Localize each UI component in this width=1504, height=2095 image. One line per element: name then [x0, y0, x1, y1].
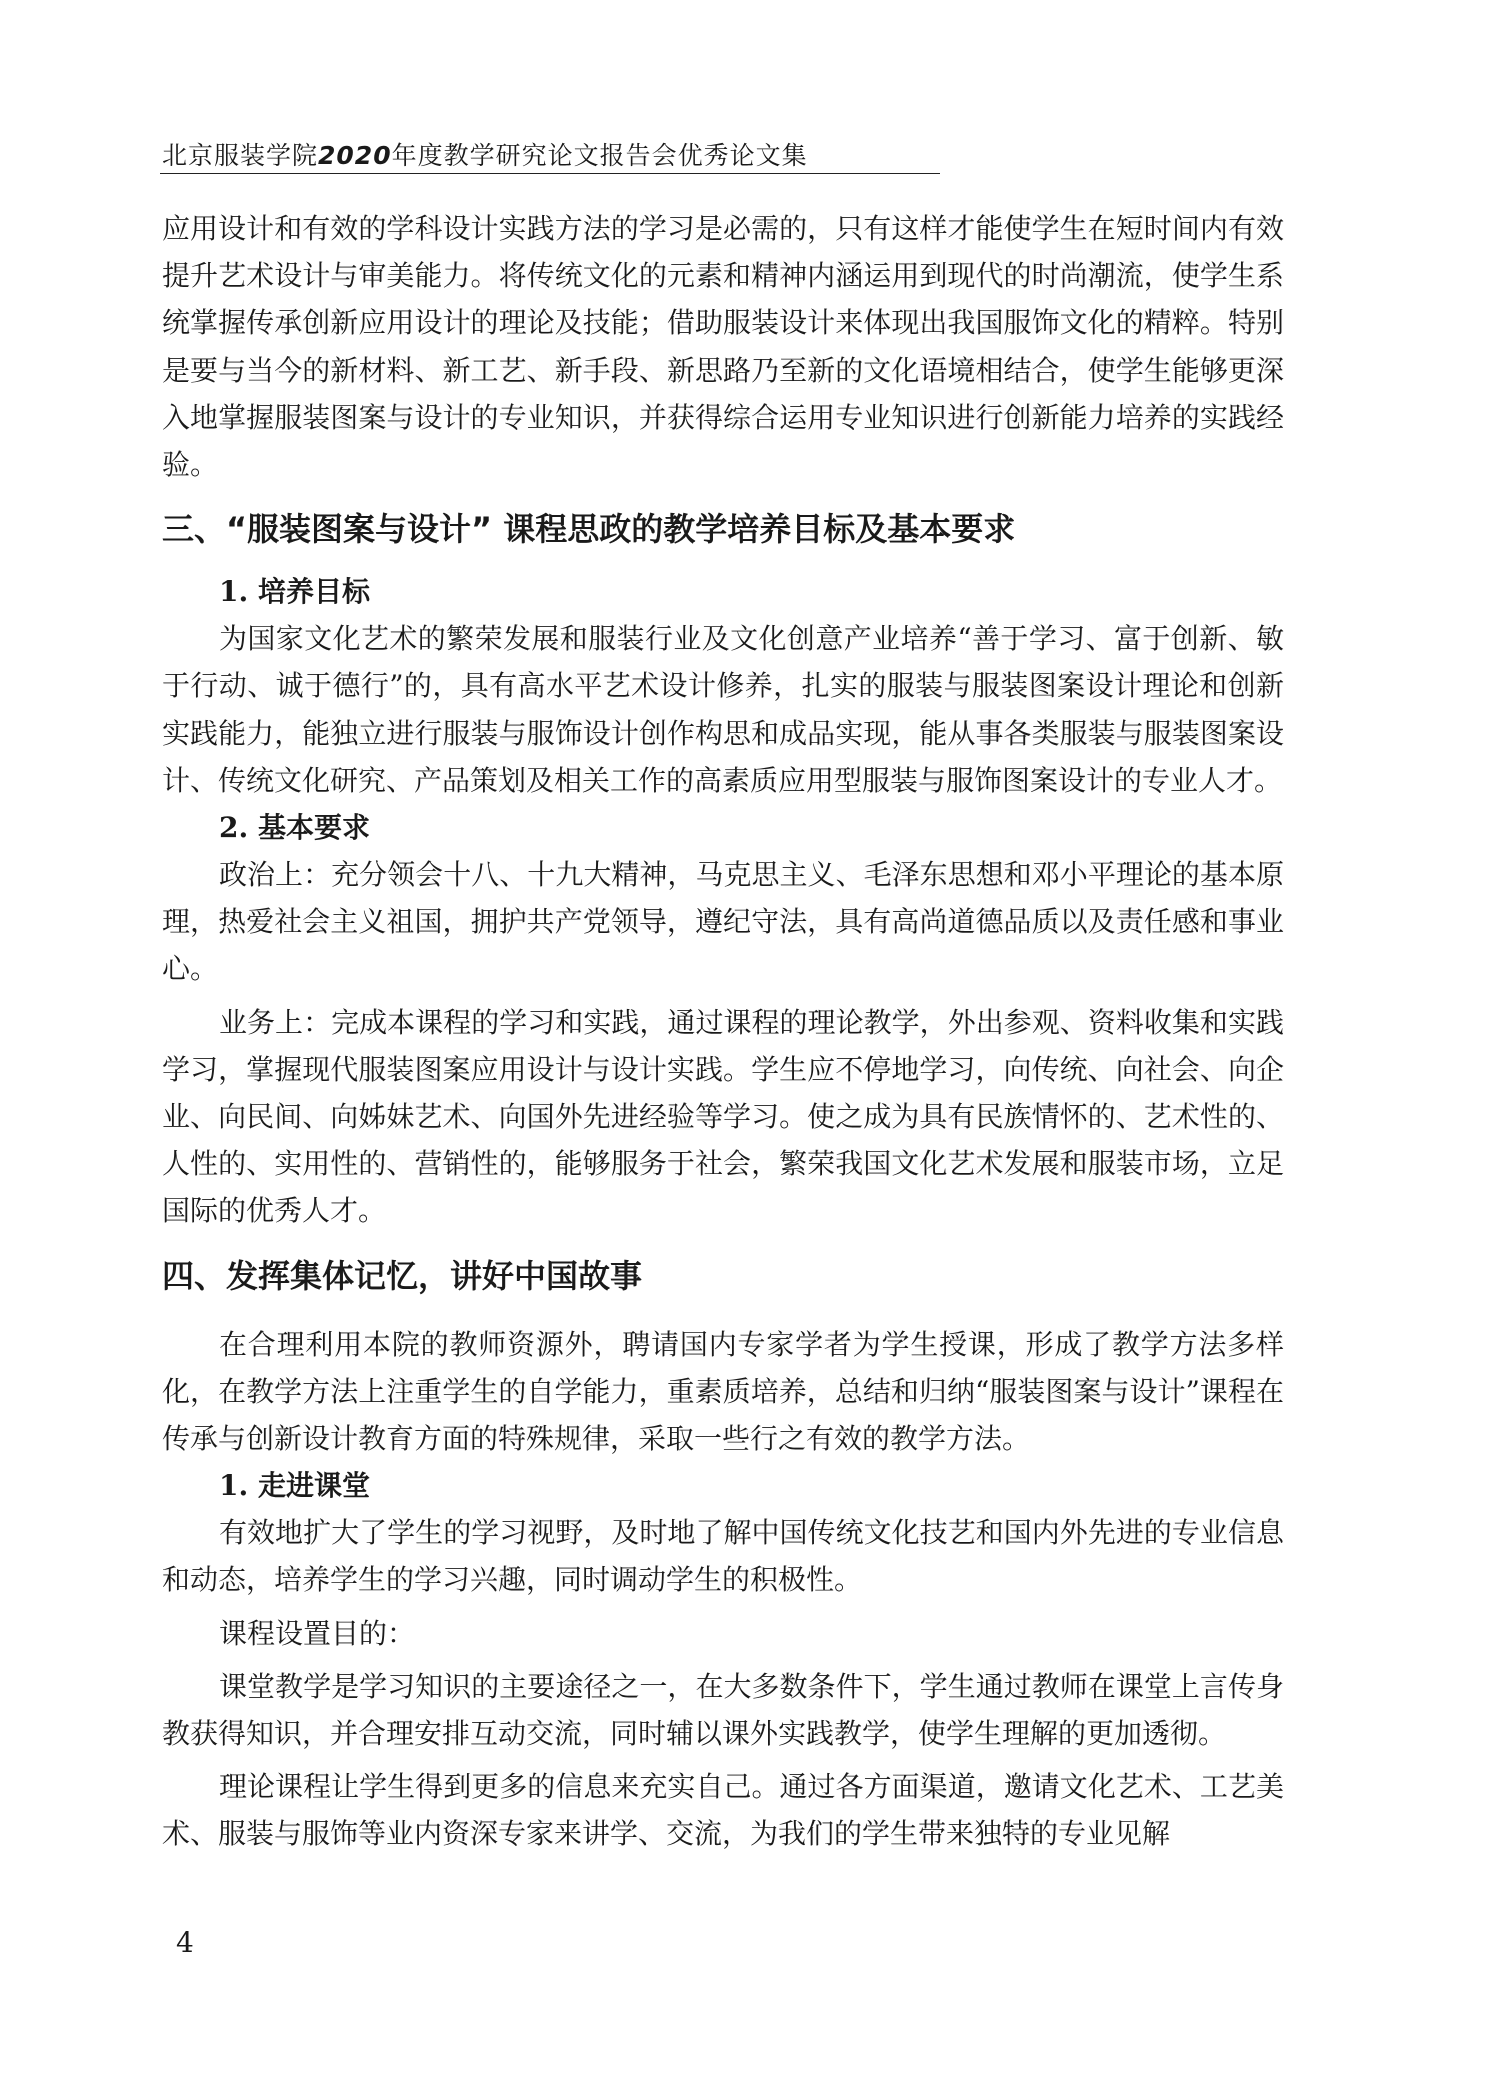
paragraph-intro: 应用设计和有效的学科设计实践方法的学习是必需的，只有这样才能使学生在短时间内有效提升艺术设计与审美能力。将传统文化的元素和精神内涵运用到现代的时尚潮流，使学生系统掌握传承创新应用设计的理论及技能；借助服装设计来体现出我国服饰文化的精粹。特别是要与当今的新材料、新工艺、新手段、新思路乃至新的文化语境相结合，使学生能够更深入地掌握服装图案与设计的专业知识，并获得综合运用专业知识进行创新能力培养的实践经验。 — [162, 212, 1284, 482]
header-suffix: 年度教学研究论文报告会优秀论文集 — [391, 141, 808, 170]
paragraph-political: 政治上：充分领会十八、十九大精神，马克思主义、毛泽东思想和邓小平理论的基本原理，热爱社会主义祖国，拥护共产党领导，遵纪守法，具有高尚道德品质以及责任感和事业心。 — [162, 858, 1284, 986]
header-prefix: 北京服装学院 — [162, 141, 319, 170]
running-header — [162, 136, 935, 172]
header-year: 2020 — [318, 141, 392, 170]
page-number: 4 — [176, 1926, 194, 1959]
subsection-into-classroom: 1. 走进课堂 — [219, 1469, 370, 1503]
body-text — [162, 205, 1284, 1858]
paragraph-section4-intro: 在合理利用本院的教师资源外，聘请国内专家学者为学生授课，形成了教学方法多样化，在教学方法上注重学生的自学能力，重素质培养，总结和归纳“服装图案与设计”课程在传承与创新设计教育方面的特殊规律，采取一些行之有效的教学方法。 — [162, 1327, 1284, 1456]
paragraph-classroom-effect: 有效地扩大了学生的学习视野，及时地了解中国传统文化技艺和国内外先进的专业信息和动态，培养学生的学习兴趣，同时调动学生的积极性。 — [162, 1516, 1284, 1597]
paragraph-classroom-teaching: 课堂教学是学习知识的主要途径之一，在大多数条件下，学生通过教师在课堂上言传身教获得知识，并合理安排互动交流，同时辅以课外实践教学，使学生理解的更加透彻。 — [162, 1669, 1284, 1751]
paragraph-professional: 业务上：完成本课程的学习和实践，通过课程的理论教学，外出参观、资料收集和实践学习，掌握现代服装图案应用设计与设计实践。学生应不停地学习，向传统、向社会、向企业、向民间、向姊妹艺术、向国外先进经验等学习。使之成为具有民族情怀的、艺术性的、人性的、实用性的、营销性的，能够服务于社会，繁荣我国文化艺术发展和服装市场，立足国际的优秀人才。 — [162, 1005, 1284, 1228]
header-rule — [160, 173, 940, 174]
paragraph-training-goals: 为国家文化艺术的繁荣发展和服装行业及文化创意产业培养“善于学习、富于创新、敏于行动、诚于德行”的，具有高水平艺术设计修养，扎实的服装与服装图案设计理论和创新实践能力，能独立进行服装与服饰设计创作构思和成品实现，能从事各类服装与服装图案设计、传统文化研究、产品策划及相关工作的高素质应用型服装与服饰图案设计的专业人才。 — [162, 622, 1284, 797]
subsection-basic-requirements: 2. 基本要求 — [219, 811, 370, 845]
paragraph-theory-course: 理论课程让学生得到更多的信息来充实自己。通过各方面渠道，邀请文化艺术、工艺美术、服装与服饰等业内资深专家来讲学、交流，为我们的学生带来独特的专业见解 — [162, 1770, 1284, 1851]
section-3-heading: 三、“服装图案与设计” 课程思政的教学培养目标及基本要求 — [162, 510, 1016, 549]
paragraph-course-purpose-label: 课程设置目的： — [219, 1616, 416, 1650]
section-4-heading: 四、发挥集体记忆，讲好中国故事 — [162, 1256, 643, 1295]
subsection-training-goals: 1. 培养目标 — [219, 575, 370, 609]
